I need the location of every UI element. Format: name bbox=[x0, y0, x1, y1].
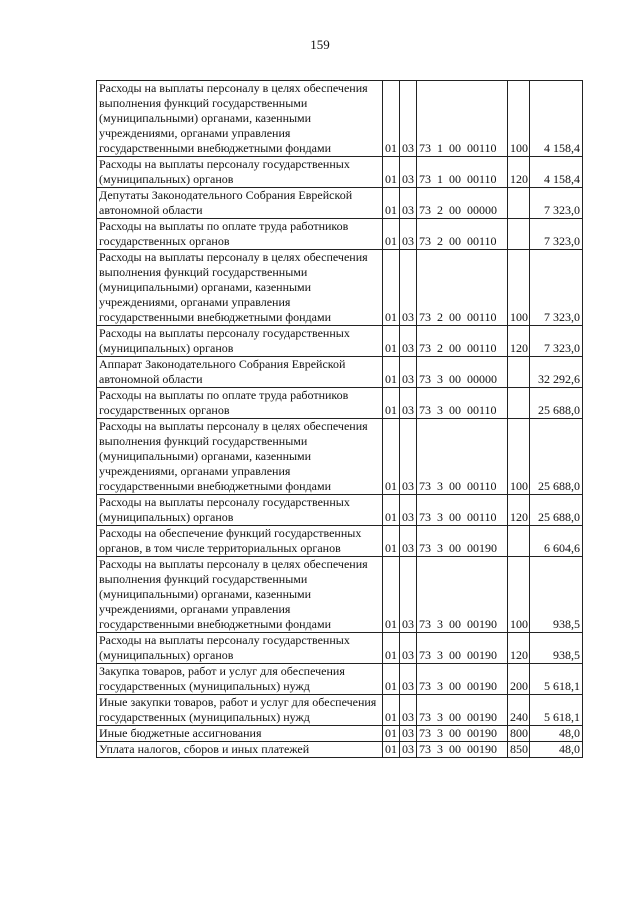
row-expense-type-code bbox=[508, 219, 530, 250]
row-expense-type-code: 800 bbox=[508, 726, 530, 742]
row-expense-type-code: 850 bbox=[508, 742, 530, 758]
row-target-code: 73 3 00 00190 bbox=[417, 742, 508, 758]
row-subsection-code: 03 bbox=[400, 419, 417, 495]
table-row bbox=[97, 81, 583, 157]
row-amount: 25 688,0 bbox=[530, 419, 583, 495]
row-amount: 25 688,0 bbox=[530, 495, 583, 526]
table-row bbox=[97, 742, 583, 758]
row-subsection-code: 03 bbox=[400, 557, 417, 633]
page-number: 159 bbox=[310, 37, 330, 52]
row-amount: 48,0 bbox=[530, 726, 583, 742]
row-expense-type-code bbox=[508, 526, 530, 557]
row-subsection-code: 03 bbox=[400, 526, 417, 557]
row-target-code: 73 3 00 00110 bbox=[417, 495, 508, 526]
row-subsection-code: 03 bbox=[400, 81, 417, 157]
row-section-code: 01 bbox=[383, 742, 400, 758]
row-section-code: 01 bbox=[383, 219, 400, 250]
row-name: Аппарат Законодательного Собрания Еврейской автономной области bbox=[97, 357, 383, 388]
row-expense-type-code: 120 bbox=[508, 495, 530, 526]
table-row bbox=[97, 495, 583, 526]
row-name: Расходы на выплаты по оплате труда работников государственных органов bbox=[97, 219, 383, 250]
row-target-code: 73 3 00 00190 bbox=[417, 695, 508, 726]
row-target-code: 73 3 00 00000 bbox=[417, 357, 508, 388]
table-row bbox=[97, 633, 583, 664]
row-name: Расходы на выплаты по оплате труда работников государственных органов bbox=[97, 388, 383, 419]
row-section-code: 01 bbox=[383, 726, 400, 742]
table-row bbox=[97, 157, 583, 188]
table-row bbox=[97, 526, 583, 557]
row-name: Расходы на выплаты персоналу государственных (муниципальных) органов bbox=[97, 495, 383, 526]
table-row bbox=[97, 726, 583, 742]
row-name: Расходы на выплаты персоналу в целях обеспечения выполнения функций государственными (муниципальными) органами, казенными учреждениями, органами управления государственными внебюджетными фондами bbox=[97, 557, 383, 633]
row-section-code: 01 bbox=[383, 495, 400, 526]
row-amount: 32 292,6 bbox=[530, 357, 583, 388]
row-subsection-code: 03 bbox=[400, 357, 417, 388]
row-amount: 7 323,0 bbox=[530, 326, 583, 357]
row-name: Закупка товаров, работ и услуг для обеспечения государственных (муниципальных) нужд bbox=[97, 664, 383, 695]
row-section-code: 01 bbox=[383, 633, 400, 664]
row-target-code: 73 3 00 00110 bbox=[417, 419, 508, 495]
table-row bbox=[97, 419, 583, 495]
row-subsection-code: 03 bbox=[400, 742, 417, 758]
row-subsection-code: 03 bbox=[400, 326, 417, 357]
row-subsection-code: 03 bbox=[400, 388, 417, 419]
row-expense-type-code: 120 bbox=[508, 326, 530, 357]
row-expense-type-code bbox=[508, 388, 530, 419]
row-section-code: 01 bbox=[383, 695, 400, 726]
row-target-code: 73 2 00 00110 bbox=[417, 326, 508, 357]
table-row bbox=[97, 557, 583, 633]
row-section-code: 01 bbox=[383, 419, 400, 495]
row-subsection-code: 03 bbox=[400, 157, 417, 188]
row-name: Иные закупки товаров, работ и услуг для обеспечения государственных (муниципальных) нужд bbox=[97, 695, 383, 726]
table-row bbox=[97, 695, 583, 726]
row-section-code: 01 bbox=[383, 557, 400, 633]
row-name: Расходы на выплаты персоналу государственных (муниципальных) органов bbox=[97, 157, 383, 188]
row-target-code: 73 3 00 00190 bbox=[417, 633, 508, 664]
row-expense-type-code: 120 bbox=[508, 157, 530, 188]
row-subsection-code: 03 bbox=[400, 633, 417, 664]
row-amount: 5 618,1 bbox=[530, 664, 583, 695]
row-target-code: 73 2 00 00000 bbox=[417, 188, 508, 219]
row-target-code: 73 3 00 00110 bbox=[417, 388, 508, 419]
row-expense-type-code: 240 bbox=[508, 695, 530, 726]
row-section-code: 01 bbox=[383, 526, 400, 557]
row-amount: 938,5 bbox=[530, 557, 583, 633]
row-section-code: 01 bbox=[383, 250, 400, 326]
row-target-code: 73 3 00 00190 bbox=[417, 526, 508, 557]
row-subsection-code: 03 bbox=[400, 188, 417, 219]
row-target-code: 73 3 00 00190 bbox=[417, 557, 508, 633]
row-target-code: 73 2 00 00110 bbox=[417, 219, 508, 250]
row-amount: 5 618,1 bbox=[530, 695, 583, 726]
row-name: Расходы на выплаты персоналу в целях обеспечения выполнения функций государственными (муниципальными) органами, казенными учреждениями, органами управления государственными внебюджетными фондами bbox=[97, 419, 383, 495]
row-target-code: 73 1 00 00110 bbox=[417, 81, 508, 157]
row-name: Депутаты Законодательного Собрания Еврейской автономной области bbox=[97, 188, 383, 219]
row-expense-type-code: 200 bbox=[508, 664, 530, 695]
row-expense-type-code: 100 bbox=[508, 81, 530, 157]
row-target-code: 73 1 00 00110 bbox=[417, 157, 508, 188]
row-amount: 4 158,4 bbox=[530, 81, 583, 157]
row-amount: 7 323,0 bbox=[530, 250, 583, 326]
row-amount: 6 604,6 bbox=[530, 526, 583, 557]
row-section-code: 01 bbox=[383, 81, 400, 157]
row-section-code: 01 bbox=[383, 188, 400, 219]
row-target-code: 73 3 00 00190 bbox=[417, 726, 508, 742]
row-section-code: 01 bbox=[383, 388, 400, 419]
table-row bbox=[97, 357, 583, 388]
table-row bbox=[97, 188, 583, 219]
row-name: Расходы на выплаты персоналу государственных (муниципальных) органов bbox=[97, 326, 383, 357]
row-amount: 7 323,0 bbox=[530, 219, 583, 250]
row-amount: 7 323,0 bbox=[530, 188, 583, 219]
row-name: Расходы на обеспечение функций государственных органов, в том числе территориальных органов bbox=[97, 526, 383, 557]
row-name: Расходы на выплаты персоналу в целях обеспечения выполнения функций государственными (муниципальными) органами, казенными учреждениями, органами управления государственными внебюджетными фондами bbox=[97, 81, 383, 157]
table-row bbox=[97, 219, 583, 250]
row-subsection-code: 03 bbox=[400, 695, 417, 726]
row-target-code: 73 3 00 00190 bbox=[417, 664, 508, 695]
row-expense-type-code: 100 bbox=[508, 250, 530, 326]
row-amount: 25 688,0 bbox=[530, 388, 583, 419]
row-target-code: 73 2 00 00110 bbox=[417, 250, 508, 326]
row-name: Расходы на выплаты персоналу в целях обеспечения выполнения функций государственными (муниципальными) органами, казенными учреждениями, органами управления государственными внебюджетными фондами bbox=[97, 250, 383, 326]
table-row bbox=[97, 250, 583, 326]
row-subsection-code: 03 bbox=[400, 250, 417, 326]
row-expense-type-code: 120 bbox=[508, 633, 530, 664]
row-amount: 938,5 bbox=[530, 633, 583, 664]
budget-table bbox=[96, 80, 583, 758]
row-amount: 4 158,4 bbox=[530, 157, 583, 188]
row-amount: 48,0 bbox=[530, 742, 583, 758]
row-subsection-code: 03 bbox=[400, 219, 417, 250]
table-row bbox=[97, 326, 583, 357]
row-name: Расходы на выплаты персоналу государственных (муниципальных) органов bbox=[97, 633, 383, 664]
table-row bbox=[97, 664, 583, 695]
row-subsection-code: 03 bbox=[400, 664, 417, 695]
row-name: Уплата налогов, сборов и иных платежей bbox=[97, 742, 383, 758]
row-name: Иные бюджетные ассигнования bbox=[97, 726, 383, 742]
table-row bbox=[97, 388, 583, 419]
budget-table-body bbox=[97, 81, 583, 758]
row-section-code: 01 bbox=[383, 664, 400, 695]
row-section-code: 01 bbox=[383, 157, 400, 188]
row-expense-type-code: 100 bbox=[508, 557, 530, 633]
row-expense-type-code bbox=[508, 357, 530, 388]
row-subsection-code: 03 bbox=[400, 726, 417, 742]
row-section-code: 01 bbox=[383, 326, 400, 357]
row-section-code: 01 bbox=[383, 357, 400, 388]
row-expense-type-code bbox=[508, 188, 530, 219]
row-subsection-code: 03 bbox=[400, 495, 417, 526]
row-expense-type-code: 100 bbox=[508, 419, 530, 495]
